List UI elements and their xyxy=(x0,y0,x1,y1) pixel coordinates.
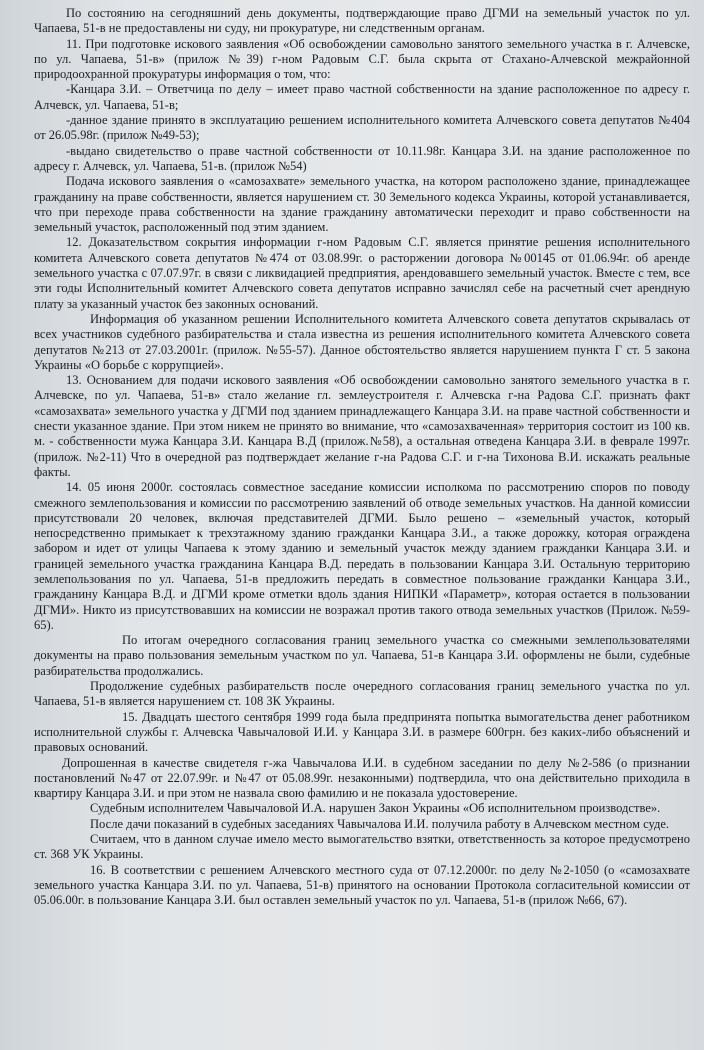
paragraph: -данное здание принято в эксплуатацию решением исполнительного комитета Алчевского совета депутатов №404 от 26.05.98г. (прилож №49-53); xyxy=(34,113,690,143)
paragraph: По итогам очередного согласования границ земельного участка со смежными землепользователями документы на право пользования земельным участком по ул. Чапаева, 51-в Канцара З.И. оформлены не были, судебные разбирательства продолжались. xyxy=(34,633,690,678)
paragraph: 11. При подготовке искового заявления «Об освобождении самовольно занятого земельного участка в г. Алчевске, по ул. Чапаева, 51-в» (прилож №39) г-ном Радовым С.Г. была скрыта от Стахано-Алчевской межрайонной природоохранной прокуратуры информация о том, что: xyxy=(34,36,690,82)
paragraph: По состоянию на сегодняшний день документы, подтверждающие право ДГМИ на земельный участок по ул. Чапаева, 51-в не предоставлены ни суду, ни прокуратуре, ни следственным органам. xyxy=(34,6,690,36)
paragraph: После дачи показаний в судебных заседаниях Чавычалова И.И. получила работу в Алчевском местном суде. xyxy=(90,816,670,831)
paragraph: Информация об указанном решении Исполнительного комитета Алчевского совета депутатов скрывалась от всех участников судебного разбирательства и стала известна из решения исполнительного комитета Алчевского совета депутатов №213 от 27.03.2001г. (прилож. №55-57). Данное обстоятельство является нарушением пункта Г ст. 5 закона Украины «О борьбе с коррупцией». xyxy=(34,311,690,372)
paragraph: 13. Основанием для подачи искового заявления «Об освобождении самовольно занятого земельного участка в г. Алчевске, по ул. Чапаева, 51-в» стало желание гл. землеустроителя г. Алчевска г-на Радова С.Г. признать факт «самозахвата» земельного участка у ДГМИ под зданием принадлежащего Канцара З.И. на праве частной собственности и снести указанное здание. При этом никем не принято во внимание, что «самозахваченная» территория состоит из 100 кв. м. - собственности мужа Канцара З.И. Канцара В.Д (прилож.№58), а остальная отведена Канцара З.И. в феврале 1997г. (прилож. №2-11) Что в очередной раз подтверждает желание г-на Радова С.Г. и г-на Тихонова В.И. искажать реальные факты. xyxy=(34,373,690,479)
paragraph: 12. Доказательством сокрытия информации г-ном Радовым С.Г. является принятие решения исполнительного комитета Алчевского совета депутатов №474 от 03.08.99г. о расторжении договора №00145 от 01.06.94г. об аренде земельного участка с 07.07.97г. в связи с ликвидацией предприятия, арендовавшего земельный участок. Вместе с тем, все эти годы Исполнительный комитет Алчевского совета депутатов исправно зачислял себе на расчетный счет арендную плату за указанный участок без законных оснований. xyxy=(34,235,690,311)
paragraph: Допрошенная в качестве свидетеля г-жа Чавычалова И.И. в судебном заседании по делу №2-586 (о признании постановлений №47 от 22.07.99г. и №47 от 05.08.99г. незаконными) подтвердила, что она действительно приходила в квартиру Канцара З.И. и при этом не назвала свою фамилию и не показала удостоверение. xyxy=(34,755,690,801)
paragraph: Подача искового заявления о «самозахвате» земельного участка, на котором расположено здание, принадлежащее гражданину на праве собственности, является нарушением ст. 30 Земельного кодекса Украины, которой устанавливается, что при переходе права собственности на здание гражданину автоматически переходит и право собственности на земельный участок, расположенный под этим зданием. xyxy=(34,174,690,235)
paragraph: 14. 05 июня 2000г. состоялась совместное заседание комиссии исполкома по рассмотрению споров по поводу смежного землепользования и комиссии по рассмотрению заявлений об отводе земельных участков. На данной комиссии присутствовали 20 человек, включая представителей ДГМИ. Было решено – «земельный участок, который непосредственно примыкает к трехэтажному зданию гражданки Канцара З.И., а также дорожку, которая ограждена забором и идет от улицы Чапаева к этому зданию и земельный участок между зданием гражданки Канцара З.И. и границей земельного участка гражданина Канцара В.Д. передать в пользовании Канцара З.И. Остальную территорию землепользования по ул. Чапаева, 51-в предложить передать в совместное пользование гражданки Канцара З.И., гражданину Канцара В.Д. и ДГМИ кроме отметки вдоль здания НИПКИ «Параметр», которая остается в пользовании ДГМИ». Никто из присутствовавших на комиссии не возражал против такого отвода земельных участков (Прилож. №59-65). xyxy=(34,480,690,632)
paragraph: Судебным исполнителем Чавычаловой И.А. нарушен Закон Украины «Об исполнительном производстве». xyxy=(90,801,661,816)
paragraph: Продолжение судебных разбирательств после очередного согласования границ земельного участка по ул. Чапаева, 51-в является нарушением ст. 108 ЗК Украины. xyxy=(34,679,690,709)
paragraph: Считаем, что в данном случае имело место вымогательство взятки, ответственность за которое предусмотрено ст. 368 УК Украины. xyxy=(34,832,690,862)
paragraph: -выдано свидетельство о праве частной собственности от 10.11.98г. Канцара З.И. на здание расположенное по адресу г. Алчевск, ул. Чапаева, 51-в. (прилож №54) xyxy=(34,143,690,173)
paragraph: 15. Двадцать шестого сентября 1999 года была предпринята попытка вымогательства денег работником исполнительной службы г. Алчевска Чавычаловой И.И. у Канцара З.И. в размере 600грн. без каких-либо объяснений и правовых оснований. xyxy=(34,709,690,755)
paragraph: -Канцара З.И. – Ответчица по делу – имеет право частной собственности на здание расположенное по адресу г. Алчевск, ул. Чапаева, 51-в; xyxy=(34,82,690,112)
paragraph: 16. В соответствии с решением Алчевского местного суда от 07.12.2000г. по делу №2-1050 (о «самозахвате земельного участка Канцара З.И. по ул. Чапаева, 51-в) принятого на основании Протокола согласительной комиссии от 05.06.00г. в пользование Канцара З.И. был оставлен земельный участок по ул. Чапаева, 51-в (прилож №66, 67). xyxy=(34,862,690,908)
